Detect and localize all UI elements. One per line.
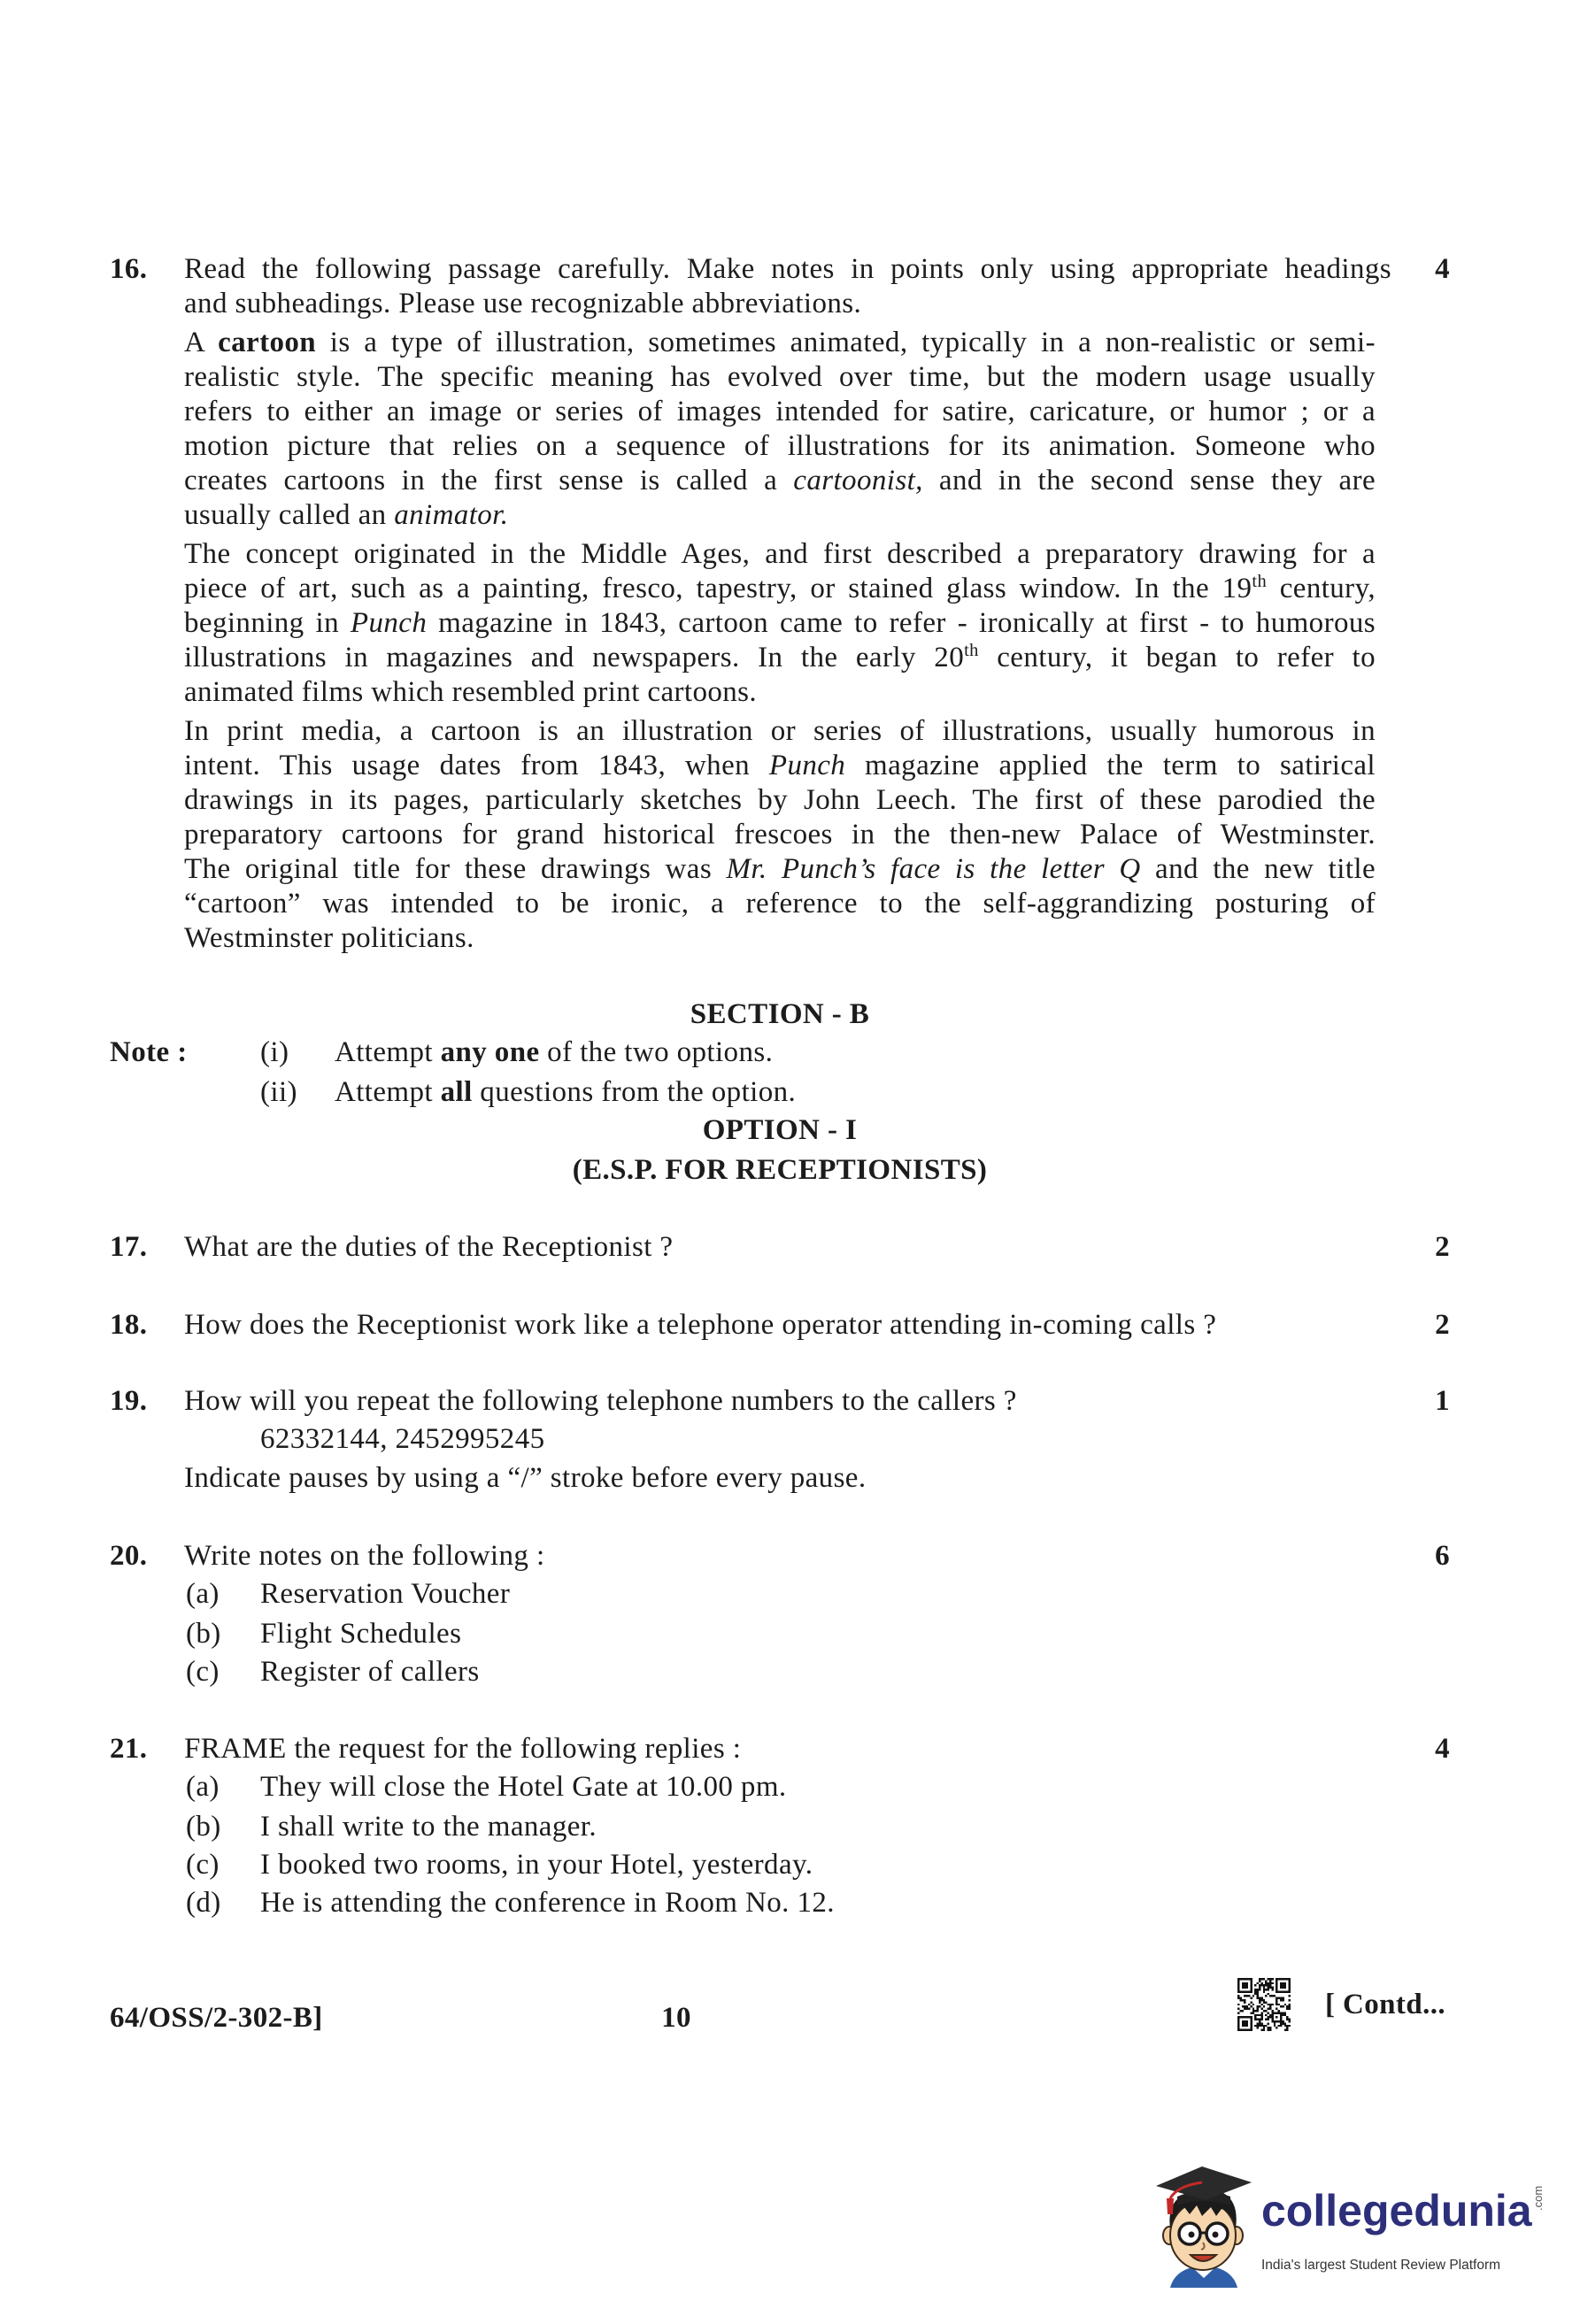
question-16-intro [184, 252, 1391, 321]
text-run: Westminster politicians. [184, 922, 474, 954]
sub-item [0, 1886, 1580, 1920]
qr-code-icon [1237, 1978, 1291, 2031]
sub-item-text: I booked two rooms, in your Hotel, yesterday. [260, 1849, 813, 1881]
question-number: 19. [110, 1385, 148, 1417]
question-text: How does the Receptionist work like a telephone operator attending in-coming calls ? [184, 1309, 1217, 1341]
question-18 [0, 1308, 1580, 1343]
bold-text: any one [440, 1036, 540, 1068]
question-19 [0, 1384, 1580, 1419]
question-text: How will you repeat the following telephone numbers to the callers ? [184, 1385, 1017, 1417]
text-run: magazine in 1843, cartoon came to refer - ironically at first - to humorous [427, 607, 1376, 639]
text-run: questions from the option. [472, 1076, 797, 1108]
text-run: motion picture that relies on a sequence of illustrations for its animation. Someone who [184, 430, 1376, 462]
passage-line [184, 464, 1376, 498]
text-run: The original title for these drawings was [184, 853, 727, 885]
brand-suffix: .com [1531, 2185, 1545, 2211]
question-19-instruction [0, 1461, 1580, 1496]
passage-line [184, 360, 1376, 395]
question-marks: 2 [1435, 1231, 1450, 1263]
passage-line [184, 783, 1376, 818]
option-title: OPTION - I [702, 1114, 858, 1146]
passage [184, 326, 1376, 956]
sub-item-label: (b) [186, 1811, 221, 1843]
sub-item-text: Reservation Voucher [260, 1578, 511, 1610]
paper-code: 64/OSS/2-302-B] [110, 2002, 323, 2034]
bold-text: all [440, 1076, 473, 1108]
passage-line [184, 675, 1376, 710]
sub-item-text: They will close the Hotel Gate at 10.00 pm. [260, 1771, 787, 1803]
text-run: beginning in [184, 607, 351, 639]
italic-text: cartoonist, [793, 465, 923, 496]
brand-name: collegedunia [1261, 2186, 1532, 2236]
sub-item-label: (a) [186, 1771, 220, 1803]
note-text [335, 1075, 796, 1110]
question-text: FRAME the request for the following replies : [184, 1733, 742, 1765]
question-19-phone-numbers [0, 1422, 1580, 1457]
passage-line [184, 818, 1376, 852]
passage-line [184, 326, 1376, 360]
text-run: century, it began to refer to [978, 642, 1376, 673]
note-text [335, 1035, 773, 1070]
text-run: and in the second sense they are [922, 465, 1376, 496]
text-run: refers to either an image or series of images intended for satire, caricature, or humor ; or a [184, 396, 1376, 427]
question-number: 18. [110, 1309, 148, 1341]
text-run: is a type of illustration, sometimes animated, typically in a non-realistic or semi- [316, 327, 1376, 358]
text-run: and the new title [1140, 853, 1376, 885]
text-run: A [184, 327, 219, 358]
note-line-2 [0, 1075, 1580, 1110]
passage-line [184, 887, 1376, 921]
text-run: magazine applied the term to satirical [845, 750, 1376, 781]
passage-line [184, 429, 1376, 464]
collegedunia-mascot-icon [1151, 2159, 1257, 2288]
bold-text: cartoon [218, 327, 317, 358]
question-text: Write notes on the following : [184, 1540, 545, 1572]
sub-item-text: Flight Schedules [260, 1618, 462, 1650]
text-run: Attempt [335, 1036, 441, 1068]
note-line-1 [0, 1035, 1580, 1070]
sub-item [0, 1848, 1580, 1882]
text-run: piece of art, such as a painting, fresco, tapestry, or stained glass window. In the 19 [184, 573, 1252, 604]
superscript-text: th [1252, 571, 1268, 591]
qr-modules [1237, 1978, 1291, 2031]
passage-line [184, 921, 1376, 956]
sub-item [0, 1770, 1580, 1805]
italic-text: Punch [350, 607, 428, 639]
instruction-text: Indicate pauses by using a “/” stroke before every pause. [184, 1462, 867, 1494]
question-17 [0, 1230, 1580, 1265]
italic-text: animator. [394, 499, 509, 531]
question-number: 17. [110, 1231, 148, 1263]
question-text: What are the duties of the Receptionist ? [184, 1231, 674, 1263]
text-run: illustrations in magazines and newspapers. In the early 20 [184, 642, 965, 673]
sub-item-label: (d) [186, 1887, 221, 1919]
text-run: The concept originated in the Middle Ages, and first described a preparatory drawing for a [184, 538, 1376, 570]
question-marks: 1 [1435, 1385, 1450, 1417]
sub-item [0, 1577, 1580, 1612]
question-marks: 6 [1435, 1540, 1450, 1572]
question-marks: 4 [1435, 253, 1450, 285]
passage-line [184, 498, 1376, 533]
brand-tagline: India's largest Student Review Platform [1261, 2258, 1501, 2273]
italic-text: Punch [768, 750, 846, 781]
question-marks: 2 [1435, 1309, 1450, 1341]
sub-item-label: (b) [186, 1618, 221, 1650]
sub-item-label: (c) [186, 1656, 220, 1688]
passage-line [184, 641, 1376, 675]
sub-item-label: (a) [186, 1578, 220, 1610]
page-number: 10 [661, 2002, 691, 2034]
text-run: creates cartoons in the first sense is called a [184, 465, 794, 496]
sub-item [0, 1655, 1580, 1689]
sub-item-label: (c) [186, 1849, 220, 1881]
superscript-text: th [964, 640, 979, 660]
italic-text: Mr. Punch’s face is the letter Q [726, 853, 1141, 885]
sub-item-text: I shall write to the manager. [260, 1811, 597, 1843]
text-run: intent. This usage dates from 1843, when [184, 750, 769, 781]
question-marks: 4 [1435, 1733, 1450, 1765]
passage-paragraph [184, 326, 1376, 533]
text-run: In print media, a cartoon is an illustration or series of illustrations, usually humorous in [184, 715, 1376, 747]
passage-line [184, 852, 1376, 887]
question-16-body [184, 252, 1391, 956]
section-title: SECTION - B [690, 998, 870, 1030]
text-run: “cartoon” was intended to be ironic, a reference to the self-aggrandizing posturing of [184, 888, 1376, 920]
intro-line: Read the following passage carefully. Make notes in points only using appropriate headings [184, 253, 1391, 285]
text-run: animated films which resembled print cartoons. [184, 676, 758, 708]
passage-paragraph [184, 537, 1376, 710]
question-number: 21. [110, 1733, 148, 1765]
sub-item-text: He is attending the conference in Room No. 12. [260, 1887, 835, 1919]
text-run: drawings in its pages, particularly sketches by John Leech. The first of these parodied the [184, 784, 1376, 816]
phone-numbers: 62332144, 2452995245 [260, 1423, 545, 1455]
note-label: Note : [110, 1036, 188, 1068]
text-run: of the two options. [539, 1036, 774, 1068]
question-number: 16. [110, 253, 148, 285]
intro-line: and subheadings. Please use recognizable abbreviations. [184, 288, 862, 319]
passage-line [184, 395, 1376, 429]
passage-paragraph [184, 714, 1376, 956]
question-number: 20. [110, 1540, 148, 1572]
question-21 [0, 1732, 1580, 1766]
text-run: century, [1267, 573, 1376, 604]
text-run: Attempt [335, 1076, 441, 1108]
sub-item [0, 1810, 1580, 1844]
passage-line [184, 572, 1376, 606]
text-run: realistic style. The specific meaning has evolved over time, but the modern usage usually [184, 361, 1376, 393]
note-number: (ii) [260, 1076, 297, 1108]
note-number: (i) [260, 1036, 289, 1068]
passage-line [184, 749, 1376, 783]
continued-label: [ Contd... [1325, 1989, 1446, 2020]
option-subtitle: (E.S.P. FOR RECEPTIONISTS) [572, 1154, 988, 1186]
question-20 [0, 1539, 1580, 1574]
text-run: usually called an [184, 499, 395, 531]
passage-line [184, 606, 1376, 641]
text-run: preparatory cartoons for grand historical frescoes in the then-new Palace of Westminster. [184, 819, 1376, 850]
sub-item-text: Register of callers [260, 1656, 480, 1688]
sub-item [0, 1617, 1580, 1651]
passage-line [184, 714, 1376, 749]
passage-line [184, 537, 1376, 572]
